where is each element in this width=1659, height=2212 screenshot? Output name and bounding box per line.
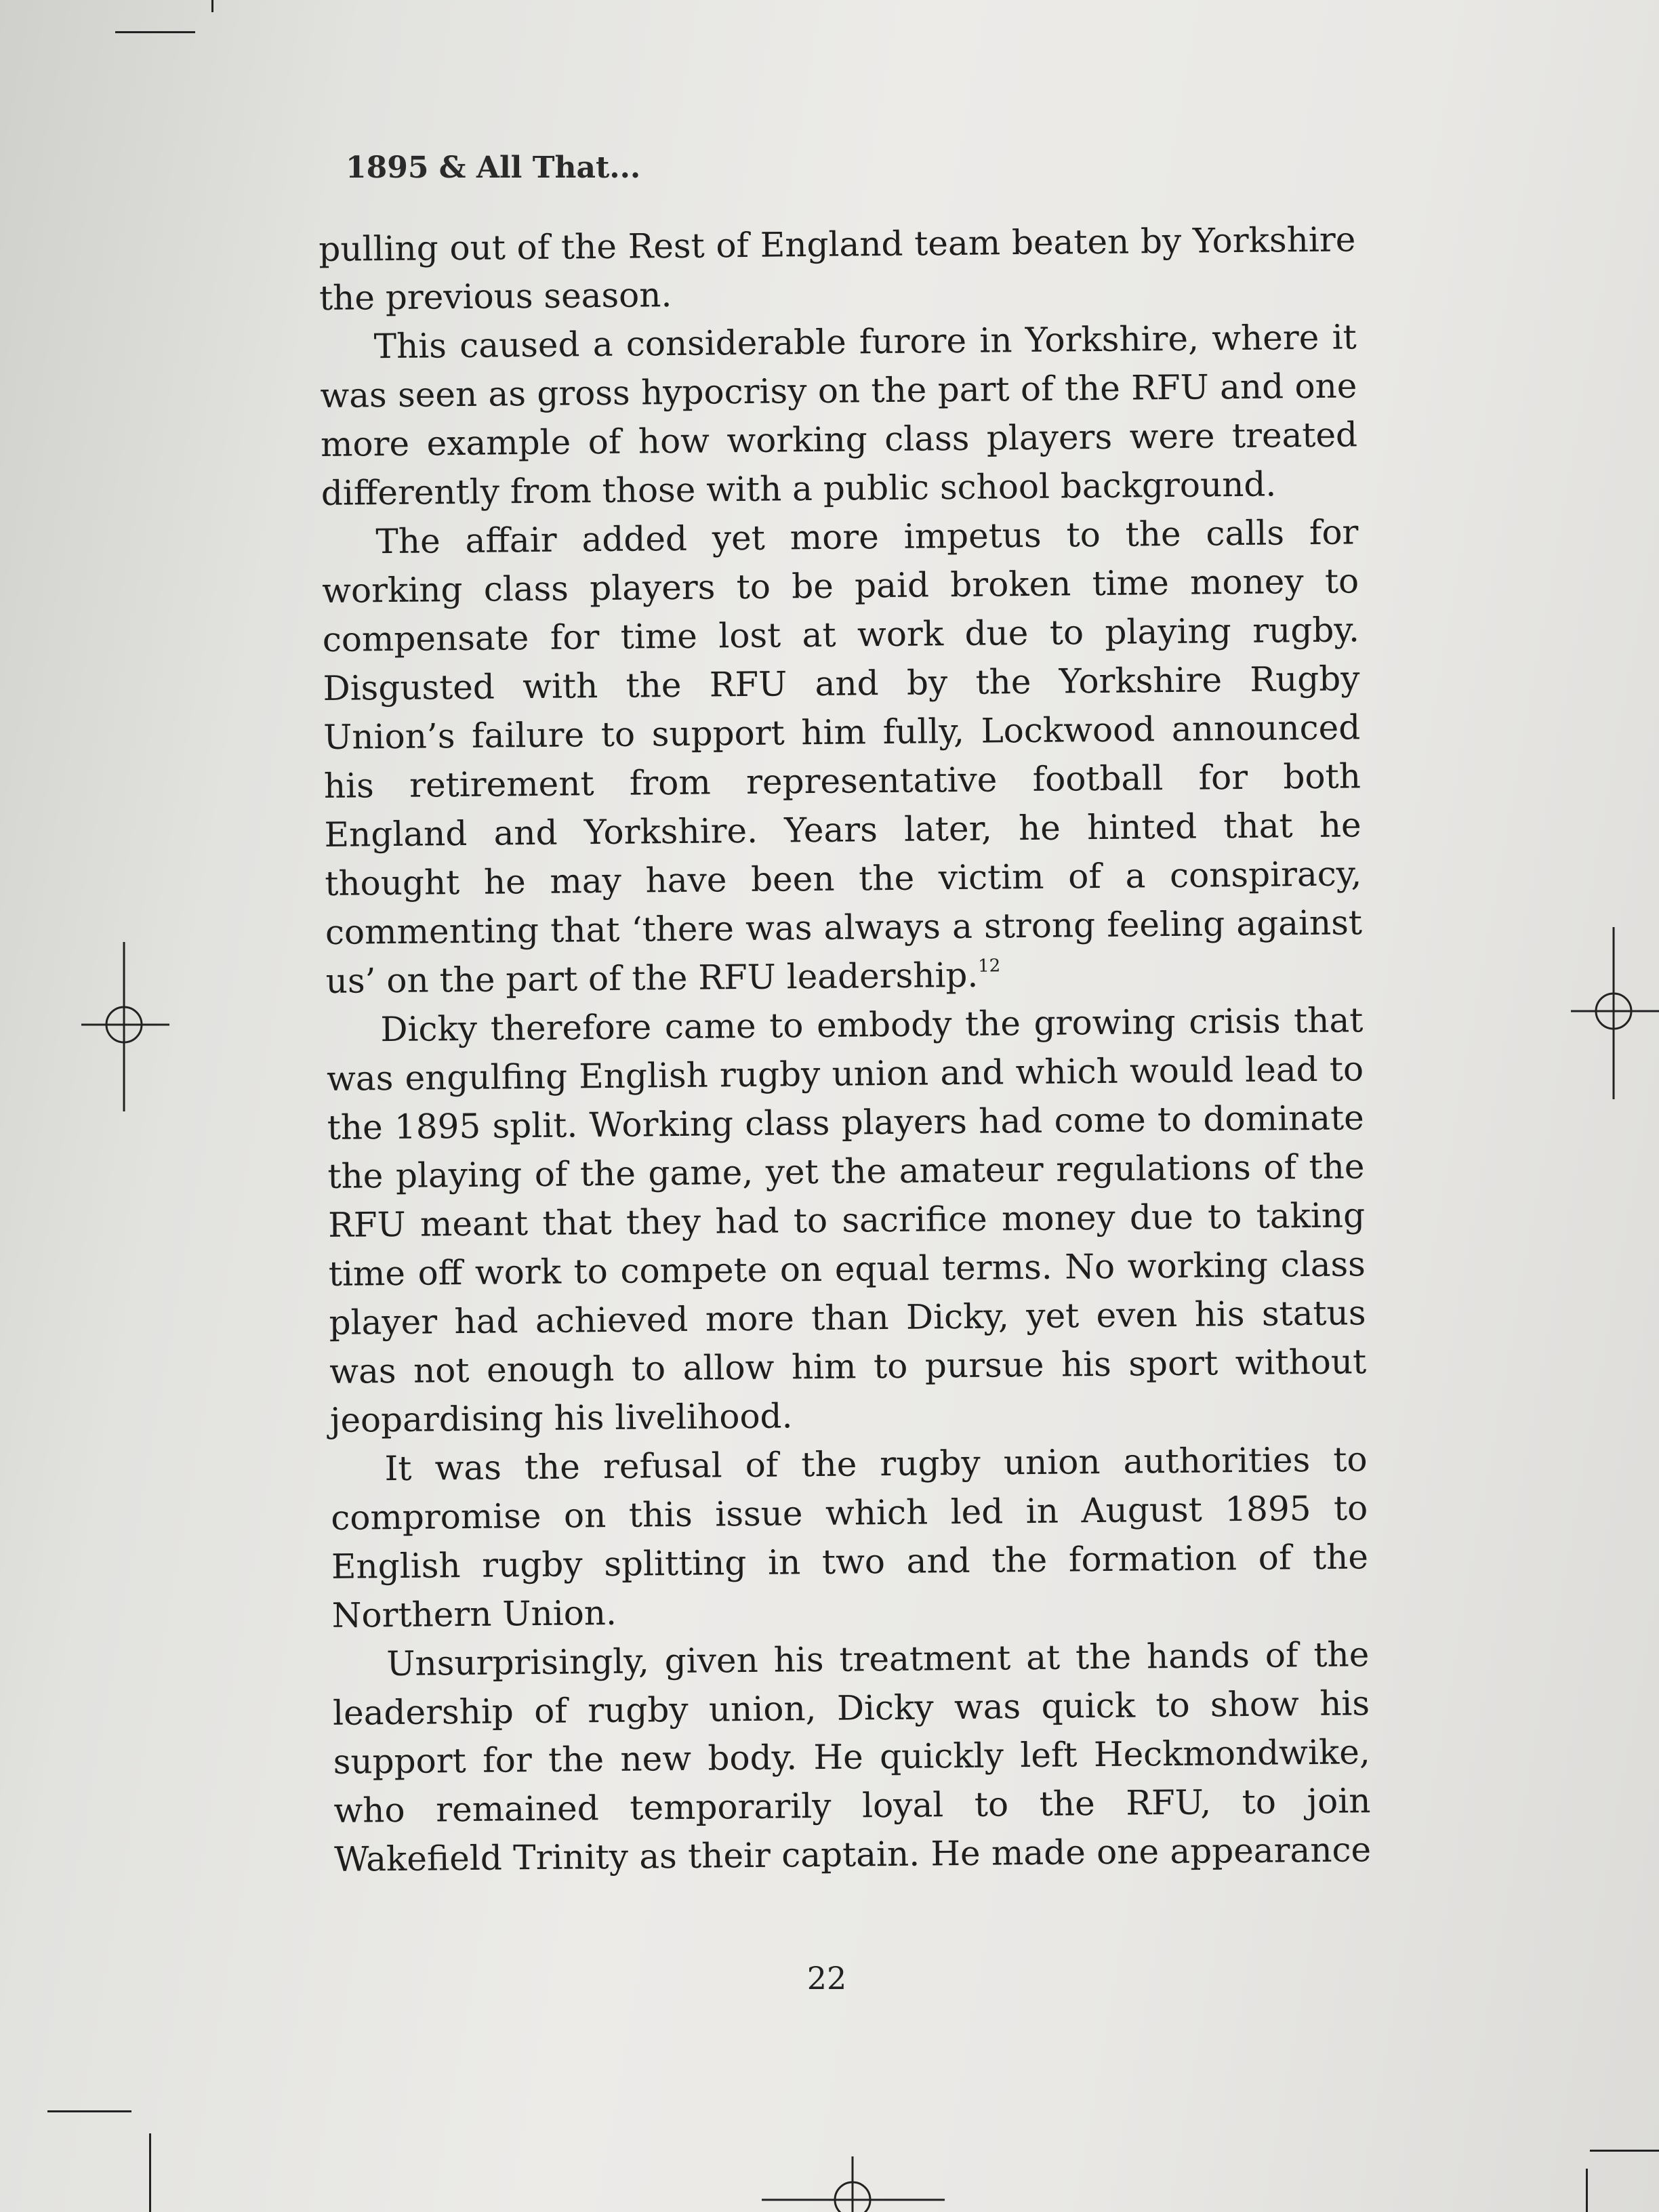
crop-mark-bottom-left-horizontal [47, 2110, 131, 2112]
crop-mark-top-left-vertical [211, 0, 213, 12]
registration-mark-left-icon [81, 942, 169, 1111]
paragraph-text: pulling out of the Rest of England team beaten by Yorkshire the previous season. [319, 220, 1356, 318]
paragraph-text: This caused a considerable furore in Yorkshire, where it was seen as gross hypocrisy on the part of the RFU and one more example of how working class players were treated differently from those with a public school background. [320, 317, 1358, 513]
page-number: 22 [806, 1960, 847, 1996]
paragraph [332, 1630, 1371, 1884]
crop-mark-bottom-right-vertical [1586, 2169, 1588, 2212]
footnote-reference: 12 [978, 956, 1001, 977]
paragraph [326, 996, 1367, 1445]
registration-mark-bottom-icon [762, 2148, 945, 2212]
paragraph-text: It was the refusal of the rugby union authorities to compromise on this issue which led in August 1895 to English rugby splitting in two and the formation of the Northern Union. [331, 1439, 1369, 1635]
crop-mark-bottom-right-horizontal [1590, 2150, 1659, 2152]
paragraph [319, 312, 1358, 518]
paragraph-text: Unsurprisingly, given his treatment at the hands of the leadership of rugby union, Dicky was quick to show his support for the new body. He quickly left Heckmondwike, who remained temporarily loyal to the RFU, to join Wakefield Trinity as their captain. He made one appearance [332, 1635, 1372, 1879]
paragraph-text: Dicky therefore came to embody the growing crisis that was engulfing English rugby union and which would lead to the 1895 split. Working class players had come to dominate the playing of the game, yet the amateur regulations of the RFU meant that they had to sacrifice money due to taking time off work to compete on equal terms. No working class player had achieved more than Dicky, yet even his status was not enough to allow him to pursue his sport without jeopardising his livelihood. [326, 1000, 1367, 1440]
paragraph [321, 508, 1363, 1006]
running-head: 1895 & All That... [346, 150, 641, 185]
crop-mark-top-left-horizontal [115, 31, 195, 33]
paragraph [319, 215, 1356, 323]
body-text [319, 215, 1371, 1884]
registration-mark-right-icon [1571, 927, 1659, 1099]
paragraph [330, 1435, 1369, 1640]
crop-mark-bottom-left-vertical [149, 2133, 151, 2212]
paragraph-text: The affair added yet more impetus to the calls for working class players to be paid broken time money to compensate for time lost at work due to playing rugby. Disgusted with the RFU and by the Yorkshire Rugby Union’s failure to support him fully, Lockwood announced his retirement from representative football for both England and Yorkshire. Years later, he hinted that he thought he may have been the victim of a conspiracy, commenting that ‘there was always a strong feeling against us’ on the part of the RFU leadership. [321, 512, 1363, 1001]
